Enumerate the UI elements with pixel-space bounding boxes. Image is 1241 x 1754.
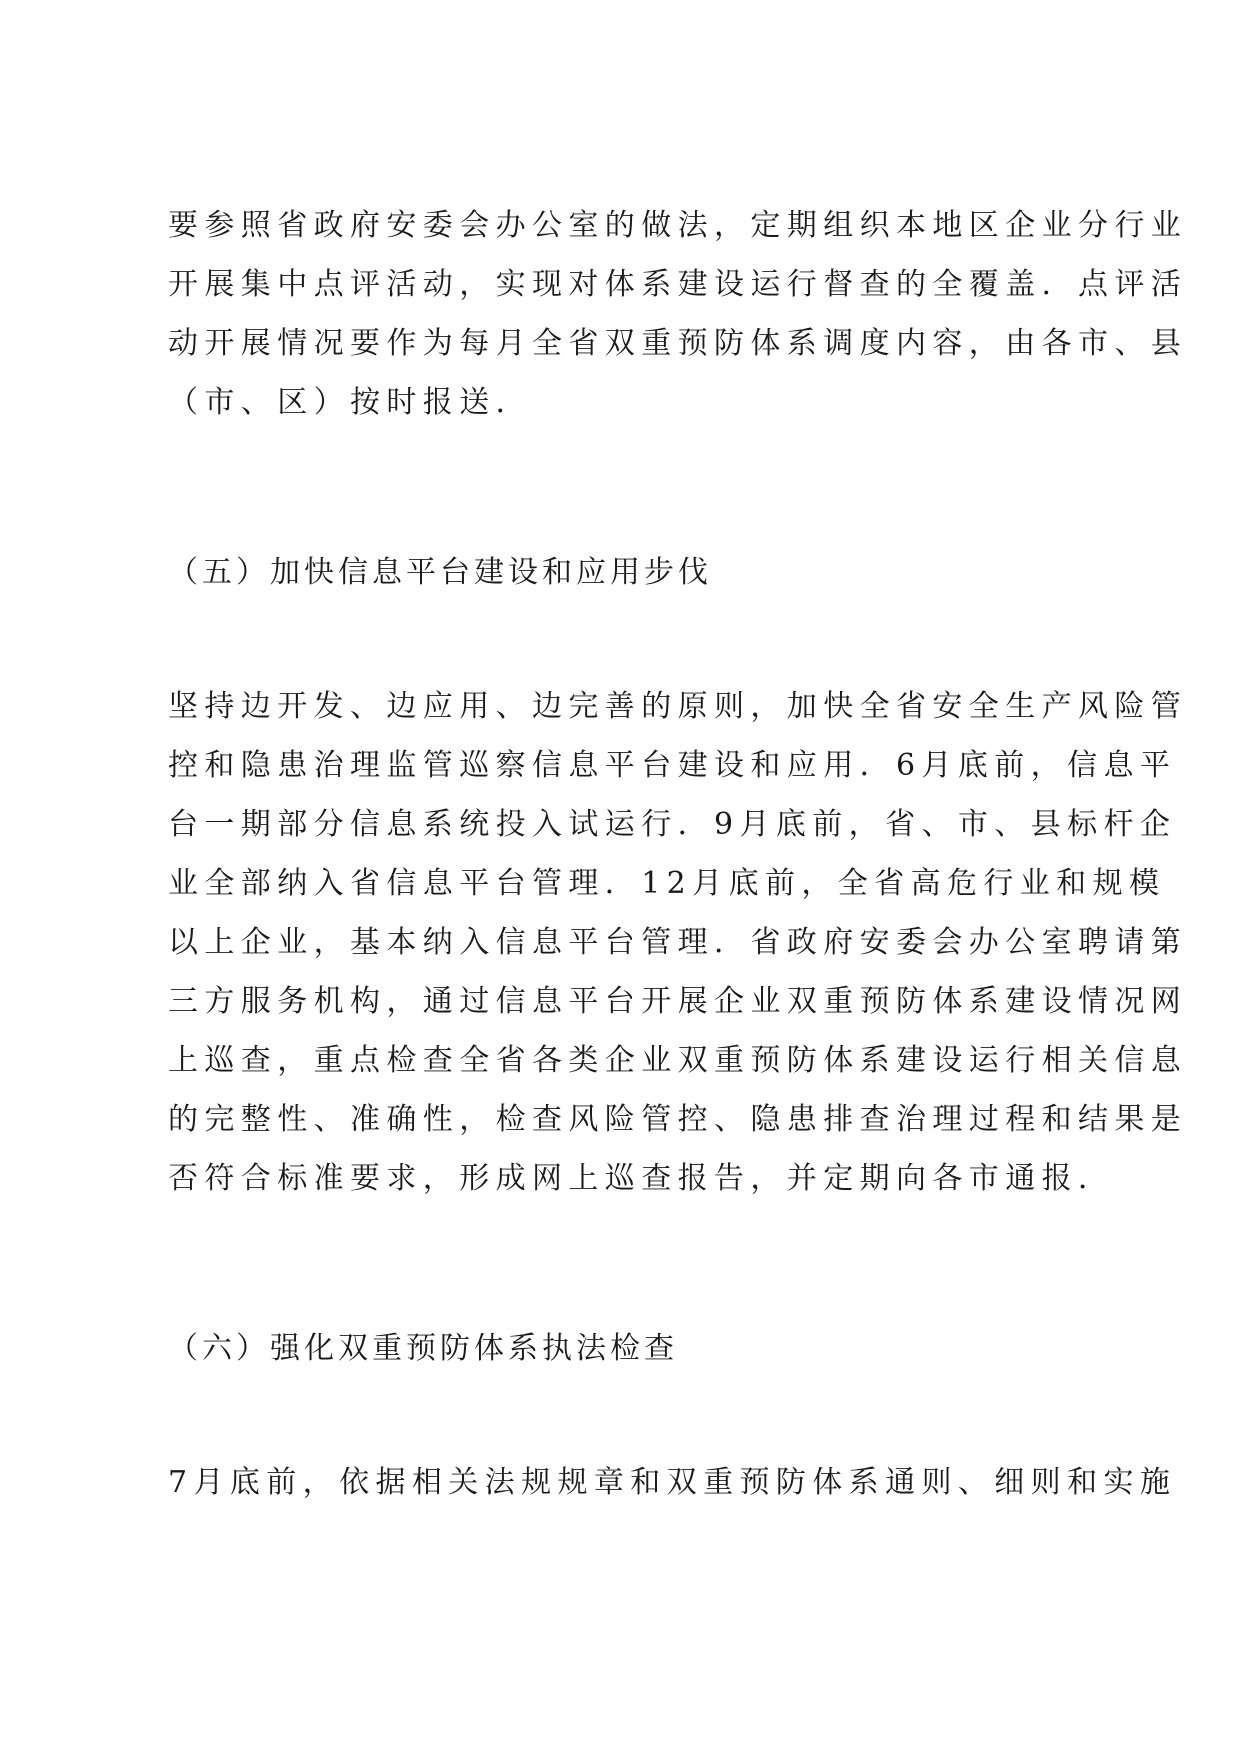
text-line: 动开展情况要作为每月全省双重预防体系调度内容，由各市、县 [168,326,1188,361]
text-line: 7月底前，依据相关法规规章和双重预防体系通则、细则和实施 [168,1465,1177,1500]
text-line: 开展集中点评活动，实现对体系建设运行督查的全覆盖．点评活 [168,267,1188,302]
text-line: 坚持边开发、边应用、边完善的原则，加快全省安全生产风险管 [168,689,1188,724]
text-line: 控和隐患治理监管巡察信息平台建设和应用．6月底前，信息平 [168,748,1177,783]
text-line: 上巡查，重点检查全省各类企业双重预防体系建设运行相关信息 [168,1043,1188,1078]
text-line: 台一期部分信息系统投入试运行．9月底前，省、市、县标杆企 [168,807,1177,842]
text-line: 要参照省政府安委会办公室的做法，定期组织本地区企业分行业 [168,208,1188,243]
text-line: 三方服务机构，通过信息平台开展企业双重预防体系建设情况网 [168,984,1188,1019]
text-line: 以上企业，基本纳入信息平台管理．省政府安委会办公室聘请第 [168,925,1188,960]
text-line: 的完整性、准确性，检查风险管控、隐患排查治理过程和结果是 [168,1102,1188,1137]
text-line: （市、区）按时报送． [168,385,532,420]
text-line: 业全部纳入省信息平台管理．12月底前，全省高危行业和规模 [168,866,1166,901]
section-heading-6: （六）强化双重预防体系执法检查 [168,1331,678,1366]
text-line: 否符合标准要求，形成网上巡查报告，并定期向各市通报． [168,1161,1115,1196]
section-heading-5: （五）加快信息平台建设和应用步伐 [168,555,712,590]
